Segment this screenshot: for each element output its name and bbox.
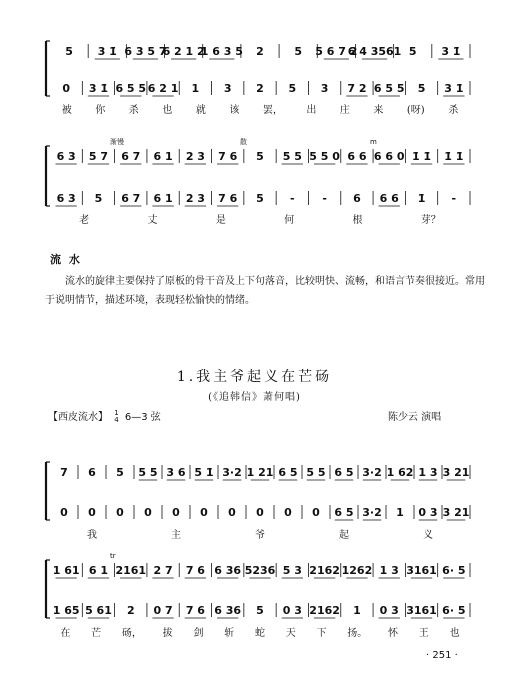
note-group-upper: 5: [294, 45, 303, 58]
lyric-char: 杀: [448, 105, 459, 116]
note-group-upper: 5 7: [88, 150, 109, 163]
lyric-char: (呀): [406, 105, 425, 116]
note-group-upper: 5: [256, 150, 264, 163]
note-group-upper: 6 2 1 2: [162, 45, 205, 58]
note-group-upper: 1̇ 1̇: [444, 150, 464, 163]
lyric-char: 我: [87, 530, 97, 541]
note-group-upper: 2162: [309, 564, 340, 577]
note-group-lower: 3161: [406, 604, 437, 617]
note-group-upper: 1262: [341, 564, 373, 577]
note-group-lower: 0: [312, 506, 320, 519]
lyric-char: 芽？: [420, 215, 441, 226]
mode-label: 【西皮流水】: [48, 412, 108, 423]
note-group-lower: 0 3: [282, 604, 302, 617]
note-group-lower: 6 5 5: [373, 82, 405, 95]
note-group-upper: 6 36: [214, 564, 242, 577]
note-group-lower: 1: [353, 604, 361, 617]
note-group-lower: 6: [353, 192, 361, 205]
lyric-char: 老: [79, 215, 90, 226]
note-group-lower: 2: [126, 604, 135, 617]
singer-credit: 陈少云 演唱: [388, 412, 442, 423]
key-label: 6—3 弦: [124, 412, 161, 423]
lyric-char: 也: [449, 628, 460, 639]
note-group-upper: 6: [88, 466, 96, 479]
lyric-char: 扬。: [347, 628, 368, 639]
note-group-lower: 0: [172, 506, 180, 519]
note-group-lower: 0: [228, 506, 236, 519]
performance-mark: m: [370, 138, 377, 146]
note-group-upper: 6 7: [121, 150, 141, 163]
note-group-lower: 3 1̇: [88, 82, 109, 95]
note-group-lower: 6 7: [121, 192, 141, 205]
note-group-upper: 1 62: [386, 466, 414, 479]
note-group-upper: 5 1̇: [194, 466, 214, 479]
note-group-upper: 5 5: [306, 466, 326, 479]
lyric-char: 拔: [162, 628, 173, 639]
note-group-upper: 2161: [115, 564, 147, 577]
lyrics-line-1: [50, 101, 470, 116]
lyric-char: 杀: [128, 105, 139, 116]
lyric-char: 剑: [193, 628, 204, 639]
song-subtitle: (《追韩信》萧何唱): [208, 392, 301, 403]
meter-bottom: 4: [114, 416, 119, 424]
note-group-upper: 6 3 5 7: [124, 45, 167, 58]
lyric-char: 该: [229, 105, 240, 116]
note-group-upper: 3·2: [362, 466, 382, 479]
note-group-lower: 6 1: [153, 192, 173, 205]
note-group-upper: 6 1: [88, 564, 109, 577]
note-group-lower: 5: [417, 82, 426, 95]
note-group-lower: 0 3: [418, 506, 438, 519]
note-group-upper: 7 6: [185, 564, 205, 577]
note-group-lower: 5: [256, 192, 264, 205]
note-group-lower: 0: [60, 506, 68, 519]
note-group-lower: 6 5 5: [115, 82, 147, 95]
note-group-lower: 0: [116, 506, 124, 519]
note-group-lower: 5 61: [85, 604, 112, 617]
note-group-upper: 5: [116, 466, 124, 479]
note-group-lower: 6 6: [379, 192, 399, 205]
note-group-lower: -: [322, 192, 327, 205]
note-group-upper: 3 1̇: [441, 45, 461, 58]
mode-line: [48, 408, 161, 424]
note-group-upper: 3 21: [442, 466, 470, 479]
lyric-char: 起: [339, 530, 349, 541]
note-group-upper: 5: [408, 45, 417, 58]
lyric-char: 爷: [255, 530, 265, 541]
note-group-lower: 3: [223, 82, 232, 95]
note-group-upper: 6 6 0: [373, 150, 405, 163]
lyric-char: 在: [60, 628, 71, 639]
note-group-upper: 3161: [406, 564, 437, 577]
note-group-lower: 6 3: [56, 192, 76, 205]
note-group-upper: 1 3: [418, 466, 438, 479]
performance-mark: tr: [110, 552, 116, 560]
lyric-char: 来: [373, 105, 384, 116]
note-group-upper: 2 7: [153, 564, 173, 577]
note-group-upper: 1̇ 1̇: [411, 150, 432, 163]
note-group-lower: 7 2: [347, 82, 367, 95]
note-group-upper: 5: [65, 45, 73, 58]
note-group-lower: 1 65: [52, 604, 80, 617]
lyric-char: 也: [162, 105, 173, 116]
note-group-lower: 2 3: [185, 192, 205, 205]
note-group-lower: 1̇: [417, 192, 426, 205]
note-group-lower: -: [290, 192, 295, 205]
note-group-upper: 1 3: [379, 564, 399, 577]
lyric-char: 你: [95, 105, 106, 116]
note-group-lower: 6 2 1: [147, 82, 179, 95]
note-group-lower: 3 21: [442, 506, 470, 519]
note-group-upper: 2 3: [185, 150, 205, 163]
note-group-lower: 6 36: [214, 604, 242, 617]
note-group-lower: 6 5: [334, 506, 354, 519]
note-group-lower: 0: [144, 506, 152, 519]
song-title: 1.我主爷起义在芒砀: [176, 369, 333, 385]
note-group-lower: 0 7: [153, 604, 173, 617]
note-group-upper: 6 3: [56, 150, 76, 163]
note-group-lower: 7 6: [185, 604, 205, 617]
note-group-upper: 5 5 0: [309, 150, 340, 163]
note-group-upper: 5 3: [282, 564, 302, 577]
note-group-lower: 5: [288, 82, 297, 95]
lyric-char: 天: [285, 628, 296, 639]
note-group-upper: 3·2: [222, 466, 242, 479]
note-group-upper: 7: [60, 466, 68, 479]
lyric-char: 义: [423, 530, 433, 541]
lyric-char: 王: [418, 628, 429, 639]
note-group-upper: 6 6: [347, 150, 367, 163]
note-group-upper: 5 5: [138, 466, 158, 479]
note-group-upper: 1 61: [52, 564, 80, 577]
lyric-char: 根: [352, 215, 363, 226]
note-group-upper: 2: [256, 45, 264, 58]
performance-mark: 散: [240, 138, 247, 146]
meter: [114, 410, 118, 424]
note-group-upper: 5 5: [282, 150, 302, 163]
note-group-upper: 6 5: [334, 466, 354, 479]
lyric-char: 出: [306, 105, 317, 116]
note-group-upper: 7 6: [218, 150, 238, 163]
note-group-upper: 3 6: [166, 466, 186, 479]
note-group-lower: 3: [320, 82, 329, 95]
note-group-upper: 5 6 7 2: [315, 45, 358, 58]
note-group-lower: 0: [200, 506, 208, 519]
lyric-char: 怀: [388, 628, 399, 639]
note-group-lower: 2162: [309, 604, 340, 617]
lyric-char: 砀，: [121, 628, 142, 639]
lyric-char: 何: [284, 215, 295, 226]
section-title: 流 水: [50, 253, 82, 266]
note-group-upper: 1 21: [246, 466, 274, 479]
note-group-lower: 0 3: [379, 604, 399, 617]
lyric-char: 芒: [91, 628, 102, 639]
lyric-char: 就: [195, 105, 206, 116]
note-group-upper: 5236: [244, 564, 276, 577]
lyrics-line-4: [50, 624, 470, 639]
note-group-upper: 6· 5: [442, 564, 466, 577]
note-group-lower: 5: [256, 604, 264, 617]
note-group-upper: 3 1̇: [97, 45, 117, 58]
lyric-char: 被: [61, 105, 72, 116]
note-group-upper: 6 5: [278, 466, 298, 479]
note-group-lower: 3 1̇: [444, 82, 464, 95]
lyric-char: 是: [215, 215, 226, 226]
note-group-lower: 6· 5: [442, 604, 466, 617]
lyrics-line-3: [50, 526, 470, 541]
note-group-lower: -: [451, 192, 457, 205]
performance-mark: 渐慢: [110, 138, 124, 146]
section-paragraph: 流水的旋律主要保持了原板的骨干音及上下句落音，比较明快、流畅，和语言节奏很接近。常用于说明情节，描述环境，表现轻松愉快的情绪。: [45, 276, 485, 306]
note-group-lower: 0: [88, 506, 96, 519]
lyrics-line-2: [50, 211, 470, 226]
lyric-char: 罢，: [262, 105, 283, 116]
note-group-upper: 6 1: [153, 150, 173, 163]
note-group-lower: 0: [256, 506, 264, 519]
lyric-char: 庄: [339, 105, 350, 116]
note-group-upper: 1 6 3 5: [200, 45, 243, 58]
note-group-lower: 3·2: [362, 506, 382, 519]
note-group-lower: 1: [191, 82, 200, 95]
note-group-lower: 1: [396, 506, 404, 519]
note-group-lower: 5: [94, 192, 103, 205]
note-group-lower: 2: [256, 82, 264, 95]
page-number: · 251 ·: [426, 650, 458, 661]
lyric-char: 丈: [147, 215, 158, 226]
note-group-lower: 7 6: [218, 192, 238, 205]
note-group-lower: 0: [62, 82, 70, 95]
lyric-char: 斩: [224, 628, 235, 639]
lyric-char: 主: [171, 530, 181, 541]
meter-top: 1: [114, 409, 119, 417]
note-group-lower: 0: [284, 506, 292, 519]
lyric-char: 下: [316, 628, 327, 639]
lyric-char: 蛇: [254, 628, 265, 639]
note-group-upper: 6 4 3561: [347, 45, 402, 58]
